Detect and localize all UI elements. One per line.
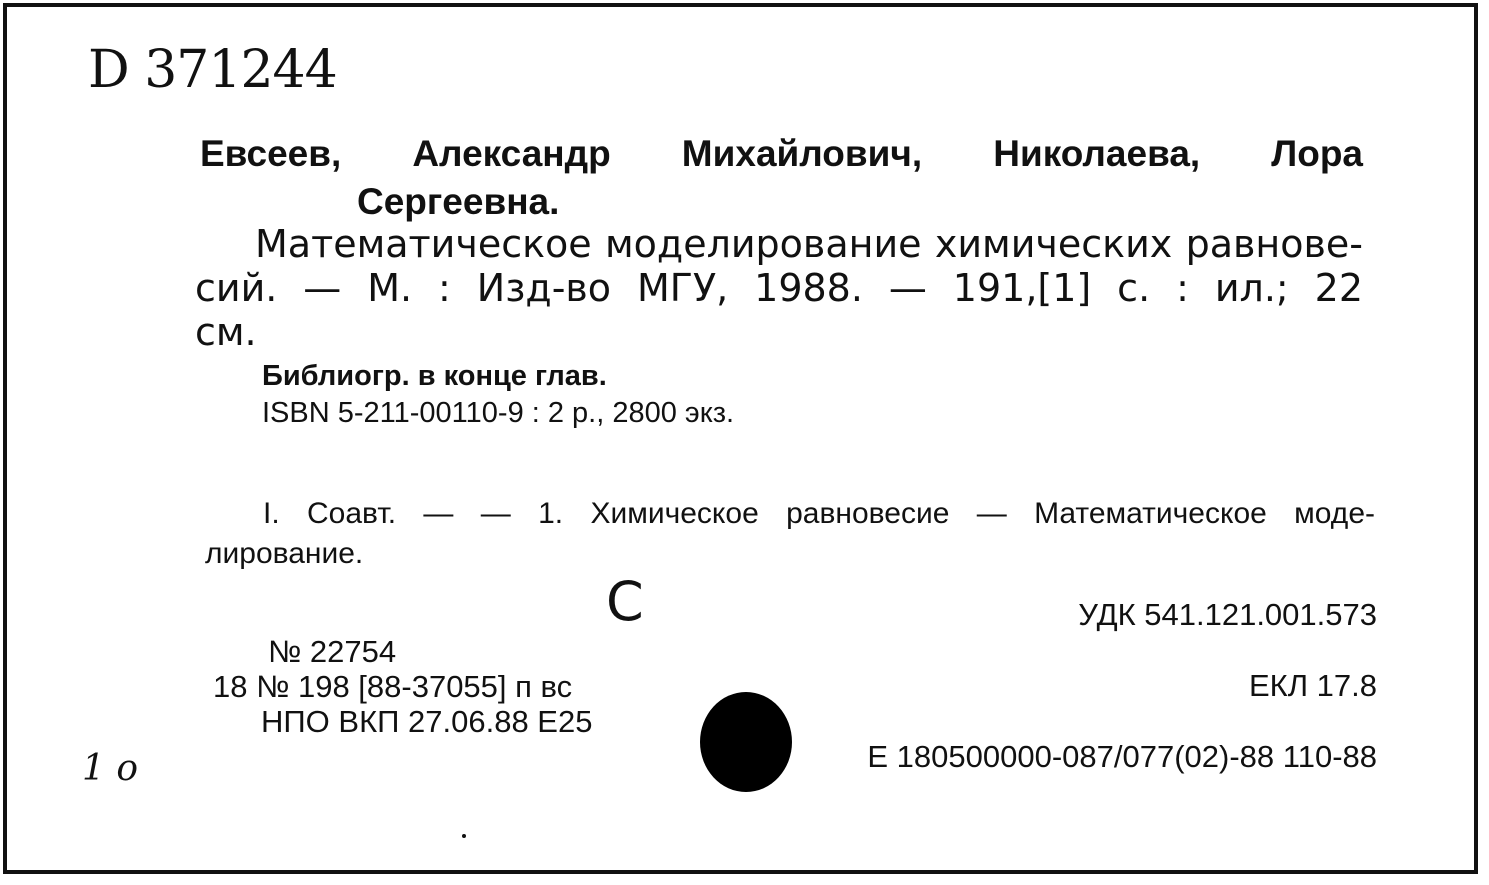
catalog-letter: С bbox=[606, 570, 644, 633]
title-line: сий. — М. : Изд-во МГУ, 1988. — 191,[1] с. : ил.; 22 bbox=[195, 266, 1363, 310]
title-line: см. bbox=[195, 310, 257, 354]
tracing-line: I. Соавт. — — 1. Химическое равновесие — Математическое моде- bbox=[263, 497, 1375, 530]
record-number: № 22754 bbox=[268, 634, 397, 669]
punch-hole bbox=[700, 692, 792, 792]
publisher-info: НПО ВКП 27.06.88 Е25 bbox=[261, 704, 593, 739]
ekl-code: ЕКЛ 17.8 bbox=[1248, 668, 1377, 703]
notes-block bbox=[262, 358, 734, 432]
handwritten-note: 1 о bbox=[82, 748, 139, 789]
left-codes bbox=[213, 634, 592, 739]
ink-dot bbox=[462, 834, 466, 838]
title-line: Математическое моделирование химических равнове- bbox=[255, 222, 1363, 266]
title-block bbox=[195, 222, 1363, 354]
isbn-line: ISBN 5-211-00110-9 : 2 р., 2800 экз. bbox=[262, 397, 735, 429]
format-code: Е 180500000-087/077(02)-88 110-88 bbox=[867, 739, 1377, 774]
udc-code: УДК 541.121.001.573 bbox=[1078, 597, 1377, 632]
print-info: 18 № 198 [88-37055] п вс bbox=[213, 669, 573, 704]
authors-line-2: Сергеевна. bbox=[357, 181, 560, 222]
tracing-line: лирование. bbox=[205, 537, 364, 570]
call-number: D 371244 bbox=[88, 40, 337, 100]
bibliography-note: Библиогр. в конце глав. bbox=[262, 360, 607, 392]
tracing-block bbox=[205, 494, 1375, 574]
authors-line-1: Евсеев, Александр Михайлович, Николаева, Лора bbox=[200, 133, 1363, 174]
